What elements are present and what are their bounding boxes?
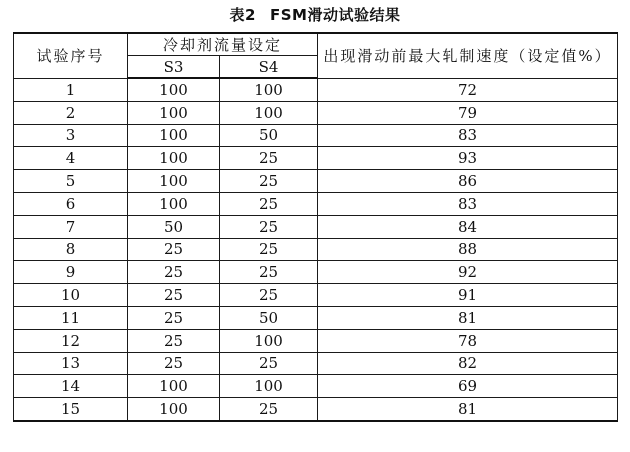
header-s3: S3	[128, 56, 220, 79]
cell-s4: 25	[220, 192, 318, 215]
cell-s4: 25	[220, 398, 318, 421]
cell-max-speed: 72	[318, 78, 618, 101]
cell-s4: 50	[220, 306, 318, 329]
cell-test-no: 7	[14, 215, 128, 238]
cell-max-speed: 81	[318, 306, 618, 329]
table-row	[14, 101, 618, 124]
table-row	[14, 170, 618, 193]
cell-s4: 25	[220, 352, 318, 375]
cell-test-no: 14	[14, 375, 128, 398]
results-table	[13, 32, 618, 422]
cell-max-speed: 78	[318, 329, 618, 352]
table-row	[14, 215, 618, 238]
cell-max-speed: 83	[318, 124, 618, 147]
cell-s3: 25	[128, 284, 220, 307]
cell-s3: 100	[128, 147, 220, 170]
cell-test-no: 9	[14, 261, 128, 284]
cell-max-speed: 88	[318, 238, 618, 261]
cell-max-speed: 82	[318, 352, 618, 375]
cell-s3: 25	[128, 306, 220, 329]
cell-s3: 25	[128, 261, 220, 284]
cell-s4: 25	[220, 238, 318, 261]
cell-test-no: 1	[14, 78, 128, 101]
cell-s4: 25	[220, 170, 318, 193]
table-caption	[0, 4, 630, 25]
cell-s3: 25	[128, 238, 220, 261]
cell-s3: 25	[128, 352, 220, 375]
table-row	[14, 375, 618, 398]
cell-max-speed: 91	[318, 284, 618, 307]
table-row	[14, 124, 618, 147]
cell-s4: 25	[220, 284, 318, 307]
cell-max-speed: 92	[318, 261, 618, 284]
cell-test-no: 5	[14, 170, 128, 193]
cell-max-speed: 81	[318, 398, 618, 421]
table-row	[14, 78, 618, 101]
cell-test-no: 4	[14, 147, 128, 170]
cell-s3: 100	[128, 375, 220, 398]
cell-s3: 25	[128, 329, 220, 352]
cell-s4: 25	[220, 215, 318, 238]
table-row	[14, 306, 618, 329]
cell-test-no: 12	[14, 329, 128, 352]
table-row	[14, 284, 618, 307]
cell-s4: 100	[220, 329, 318, 352]
table-row	[14, 238, 618, 261]
cell-test-no: 3	[14, 124, 128, 147]
table-row	[14, 192, 618, 215]
cell-test-no: 2	[14, 101, 128, 124]
caption-label: 表2	[229, 6, 256, 24]
cell-max-speed: 93	[318, 147, 618, 170]
cell-s4: 100	[220, 78, 318, 101]
cell-max-speed: 69	[318, 375, 618, 398]
cell-max-speed: 79	[318, 101, 618, 124]
cell-test-no: 11	[14, 306, 128, 329]
cell-s4: 50	[220, 124, 318, 147]
cell-s4: 25	[220, 261, 318, 284]
table-row	[14, 147, 618, 170]
cell-s3: 100	[128, 124, 220, 147]
table-row	[14, 329, 618, 352]
cell-s3: 100	[128, 170, 220, 193]
cell-max-speed: 83	[318, 192, 618, 215]
cell-test-no: 15	[14, 398, 128, 421]
cell-test-no: 10	[14, 284, 128, 307]
header-test-no: 试验序号	[14, 33, 128, 78]
table-row	[14, 261, 618, 284]
caption-title: FSM滑动试验结果	[269, 6, 401, 24]
cell-s3: 100	[128, 398, 220, 421]
table-row	[14, 352, 618, 375]
cell-s3: 100	[128, 192, 220, 215]
table-row	[14, 398, 618, 421]
cell-s4: 100	[220, 375, 318, 398]
header-max-speed: 出现滑动前最大轧制速度（设定值%）	[318, 33, 618, 78]
cell-s4: 25	[220, 147, 318, 170]
cell-test-no: 6	[14, 192, 128, 215]
cell-test-no: 13	[14, 352, 128, 375]
table-body	[14, 78, 618, 421]
cell-s3: 100	[128, 78, 220, 101]
cell-max-speed: 86	[318, 170, 618, 193]
header-s4: S4	[220, 56, 318, 79]
cell-max-speed: 84	[318, 215, 618, 238]
header-coolant-group: 冷却剂流量设定	[128, 33, 318, 56]
cell-test-no: 8	[14, 238, 128, 261]
cell-s3: 100	[128, 101, 220, 124]
cell-s4: 100	[220, 101, 318, 124]
cell-s3: 50	[128, 215, 220, 238]
